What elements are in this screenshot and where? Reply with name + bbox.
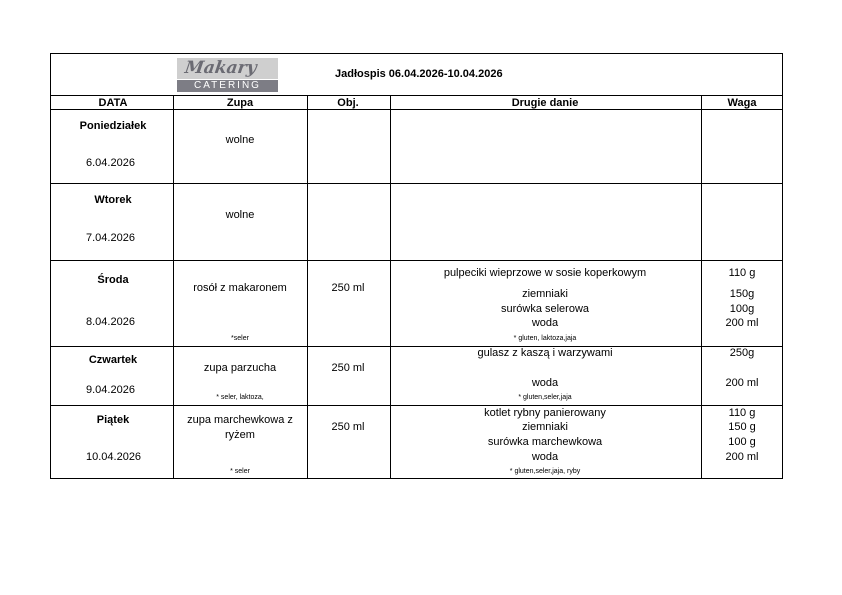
dish-weight: 100 g: [728, 436, 756, 448]
row-divider-3: [51, 346, 782, 347]
main-dish-item: ziemniaki: [522, 421, 568, 433]
soup-name: wolne: [225, 134, 255, 146]
dish-weight: 110 g: [728, 267, 756, 279]
col-divider-3: [390, 95, 391, 478]
soup-volume: 250 ml: [331, 282, 365, 294]
dish-weight: 150 g: [728, 421, 756, 433]
main-dish-item: ziemniaki: [522, 288, 568, 300]
main-dish-item: woda: [531, 451, 559, 463]
main-dish-item: woda: [531, 317, 559, 329]
col-divider-4: [701, 95, 702, 478]
day-date: 10.04.2026: [86, 451, 142, 463]
day-name: Środa: [97, 274, 129, 286]
main-dish-item: surówka marchewkowa: [487, 436, 603, 448]
dish-weight: 200 ml: [725, 451, 759, 463]
main-dish-item: surówka selerowa: [500, 303, 590, 315]
dish-weight: 150g: [729, 288, 755, 300]
day-date: 8.04.2026: [86, 316, 135, 328]
soup-allergens: *seler: [231, 335, 249, 342]
title-divider: [51, 95, 782, 96]
main-dish-item: woda: [531, 377, 559, 389]
row-divider-1: [51, 183, 782, 184]
col-divider-2: [307, 95, 308, 478]
col-header-volume: Obj.: [337, 97, 359, 109]
day-name: Poniedziałek: [79, 120, 147, 132]
dish-weight: 110 g: [728, 407, 756, 419]
page-title: Jadłospis 06.04.2026-10.04.2026: [335, 68, 503, 80]
day-name: Wtorek: [94, 194, 132, 206]
day-date: 7.04.2026: [86, 232, 135, 244]
dish-weight: 200 ml: [725, 317, 759, 329]
col-header-weight: Waga: [727, 97, 757, 109]
main-allergens: * gluten, laktoza,jaja: [513, 335, 577, 342]
soup-name: wolne: [225, 209, 255, 221]
main-dish-item: kotlet rybny panierowany: [484, 407, 606, 419]
day-name: Czwartek: [88, 354, 138, 366]
soup-allergens: * seler: [230, 468, 250, 475]
logo-catering-band: CATERING: [177, 80, 278, 92]
main-allergens: * gluten,seler,jaja: [518, 394, 572, 401]
col-divider-1: [173, 95, 174, 478]
soup-name: rosół z makaronem: [193, 282, 287, 294]
row-divider-4: [51, 405, 782, 406]
dish-weight: 250g: [729, 347, 755, 359]
col-header-date: DATA: [98, 97, 128, 109]
soup-volume: 250 ml: [331, 421, 365, 433]
catering-logo: [177, 58, 278, 93]
logo-script-band: [177, 58, 278, 79]
main-dish-item: gulasz z kaszą i warzywami: [477, 347, 613, 359]
logo-script-text: Makary: [183, 58, 258, 78]
dish-weight: 200 ml: [725, 377, 759, 389]
dish-weight: 100g: [729, 303, 755, 315]
row-divider-2: [51, 260, 782, 261]
day-name: Piątek: [96, 414, 130, 426]
soup-allergens: * seler, laktoza,: [216, 394, 264, 401]
day-date: 6.04.2026: [86, 157, 135, 169]
main-allergens: * gluten,seler,jaja, ryby: [509, 468, 581, 475]
header-divider: [51, 109, 782, 110]
menu-table: [50, 53, 783, 479]
day-date: 9.04.2026: [86, 384, 135, 396]
soup-name-line-2: ryżem: [225, 429, 255, 441]
col-header-main: Drugie danie: [511, 97, 579, 109]
soup-volume: 250 ml: [331, 362, 365, 374]
col-header-soup: Zupa: [226, 97, 254, 109]
soup-name: zupa marchewkowa z: [187, 414, 293, 426]
main-dish-item: pulpeciki wieprzowe w sosie koperkowym: [443, 267, 647, 279]
soup-name: zupa parzucha: [203, 362, 277, 374]
